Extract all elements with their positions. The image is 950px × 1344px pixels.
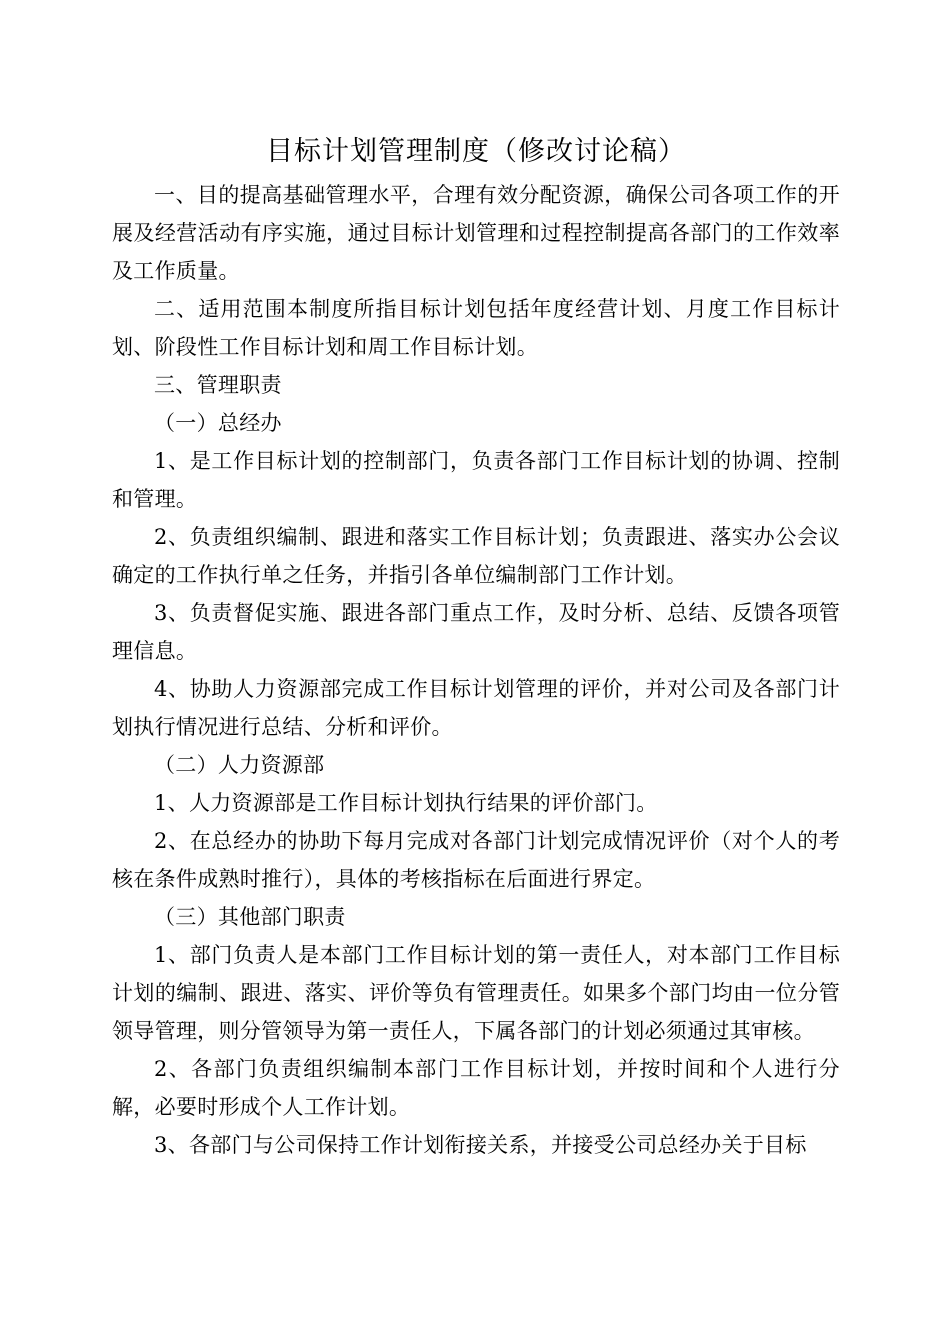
- document-title: 目标计划管理制度（修改讨论稿）: [266, 136, 686, 167]
- document-page: [112, 128, 840, 1164]
- hr-item-1: 1、人力资源部是工作目标计划执行结果的评价部门。: [154, 791, 658, 815]
- other-departments-item-2: 2、各部门负责组织编制本部门工作目标计划，并按时间和个人进行分解，必要时形成个人工作计划。: [112, 1057, 840, 1119]
- general-office-item-1: 1、是工作目标计划的控制部门，负责各部门工作目标计划的协调、控制和管理。: [112, 449, 840, 511]
- subsection-other-departments-heading: （三）其他部门职责: [154, 905, 346, 929]
- other-departments-item-3: 3、各部门与公司保持工作计划衔接关系，并接受公司总经办关于目标: [154, 1133, 807, 1157]
- subsection-hr-heading: （二）人力资源部: [154, 753, 325, 777]
- other-departments-item-1: 1、部门负责人是本部门工作目标计划的第一责任人，对本部门工作目标计划的编制、跟进、落实、评价等负有管理责任。如果多个部门均由一位分管领导管理，则分管领导为第一责任人，下属各部门的计划必须通过其审核。: [112, 943, 840, 1043]
- subsection-general-office-heading: （一）总经办: [154, 411, 282, 435]
- general-office-item-3: 3、负责督促实施、跟进各部门重点工作，及时分析、总结、反馈各项管理信息。: [112, 601, 840, 663]
- section-purpose: 一、目的提高基础管理水平，合理有效分配资源，确保公司各项工作的开展及经营活动有序实施，通过目标计划管理和过程控制提高各部门的工作效率及工作质量。: [112, 183, 840, 283]
- section-scope: 二、适用范围本制度所指目标计划包括年度经营计划、月度工作目标计划、阶段性工作目标计划和周工作目标计划。: [112, 297, 840, 359]
- general-office-item-2: 2、负责组织编制、跟进和落实工作目标计划；负责跟进、落实办公会议确定的工作执行单之任务，并指引各单位编制部门工作计划。: [112, 525, 840, 587]
- section-responsibilities-heading: 三、管理职责: [154, 373, 282, 397]
- general-office-item-4: 4、协助人力资源部完成工作目标计划管理的评价，并对公司及各部门计划执行情况进行总结、分析和评价。: [112, 677, 840, 739]
- hr-item-2: 2、在总经办的协助下每月完成对各部门计划完成情况评价（对个人的考核在条件成熟时推行），具体的考核指标在后面进行界定。: [112, 829, 840, 891]
